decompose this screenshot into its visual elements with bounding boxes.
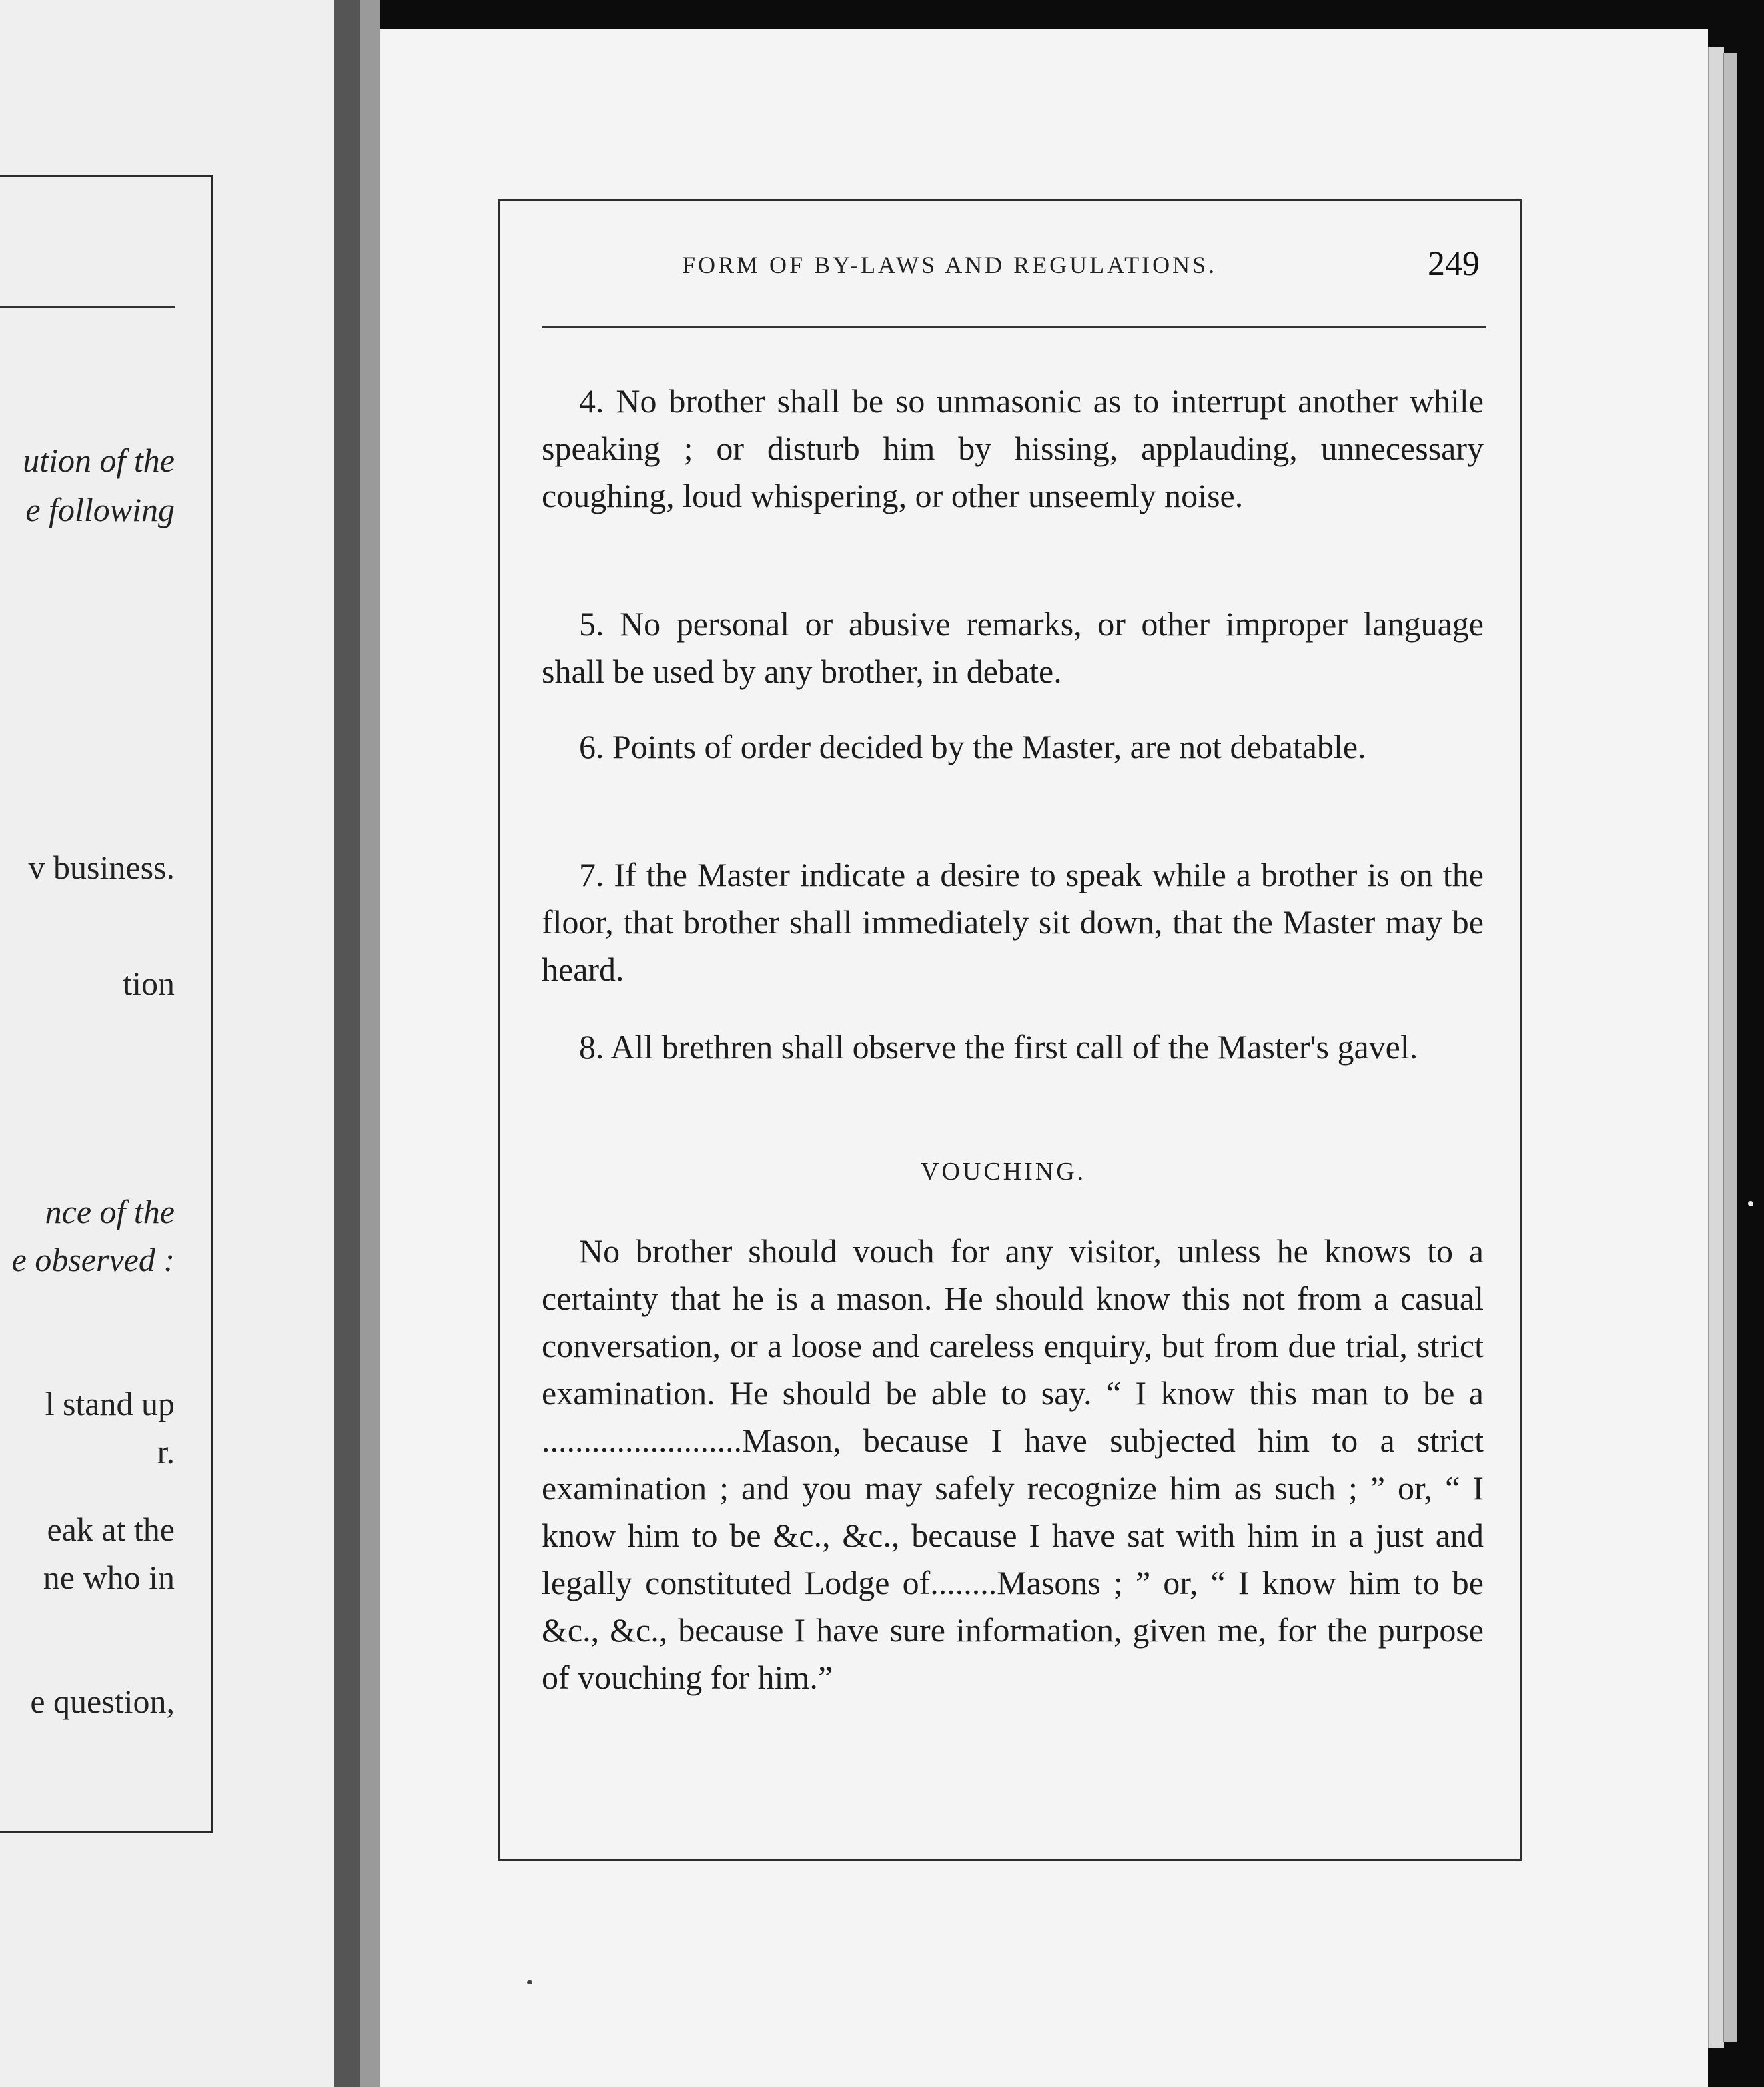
running-head: FORM OF BY-LAWS AND REGULATIONS.	[682, 252, 1218, 278]
page-edges-back	[1723, 53, 1737, 2042]
book-gutter	[360, 0, 380, 2087]
left-page-fragment: e question,	[30, 1683, 175, 1720]
rule-6-paragraph: 6. Points of order decided by the Master, are not debatable.	[579, 728, 1366, 765]
book-gutter-shadow	[334, 0, 360, 2087]
left-page-header-rule	[0, 306, 175, 308]
left-page-fragment: ution of the	[23, 442, 175, 479]
vouching-paragraph: No brother should vouch for any visitor, unless he knows to a certainty that he is a mason. He should know this not from a casual conversation, or a loose and careless enquiry, but from due trial, strict examination. He should be able to say. “ I know this man to be a ........................Mason, because I have subjected him to a strict examination ; and you may safely recognize him as such ; ” or, “ I know him to be &c., &c., because I have sat with him in a just and legally constituted Lodge of........Masons ; ” or, “ I know him to be &c., &c., because I have sure information, given me, for the purpose of vouching for him.”	[542, 1232, 1484, 1696]
left-page-fragment: e following	[25, 491, 175, 528]
rule-7-paragraph: 7. If the Master indicate a desire to speak while a brother is on the floor, that brother shall immediately sit down, that the Master may be heard.	[542, 856, 1484, 988]
left-page-fragment: nce of the	[45, 1193, 175, 1230]
left-page-fragment: r.	[157, 1433, 175, 1471]
left-page-fragment: eak at the	[47, 1511, 175, 1548]
left-page-fragment: e observed :	[11, 1241, 175, 1278]
scan-speck	[1748, 1201, 1753, 1206]
rule-4-paragraph: 4. No brother shall be so unmasonic as to interrupt another while speaking ; or disturb him by hissing, applauding, unnecessary coughing, loud whispering, or other unseemly noise.	[542, 382, 1484, 514]
scan-speck	[527, 1980, 532, 1984]
header-rule	[542, 326, 1486, 328]
left-page-fragment: tion	[123, 965, 175, 1002]
rule-8-paragraph: 8. All brethren shall observe the first call of the Master's gavel.	[579, 1028, 1418, 1066]
left-page-fragment: v business.	[28, 849, 175, 886]
rule-5-paragraph: 5. No personal or abusive remarks, or other improper language shall be used by any brother, in debate.	[542, 605, 1484, 690]
section-heading-vouching: VOUCHING.	[921, 1158, 1087, 1186]
left-page-fragment: l stand up	[45, 1385, 175, 1422]
left-page-fragment: ne who in	[43, 1559, 175, 1596]
left-page	[0, 0, 334, 2087]
page-edges	[1708, 47, 1724, 2048]
page-number: 249	[1428, 245, 1480, 283]
